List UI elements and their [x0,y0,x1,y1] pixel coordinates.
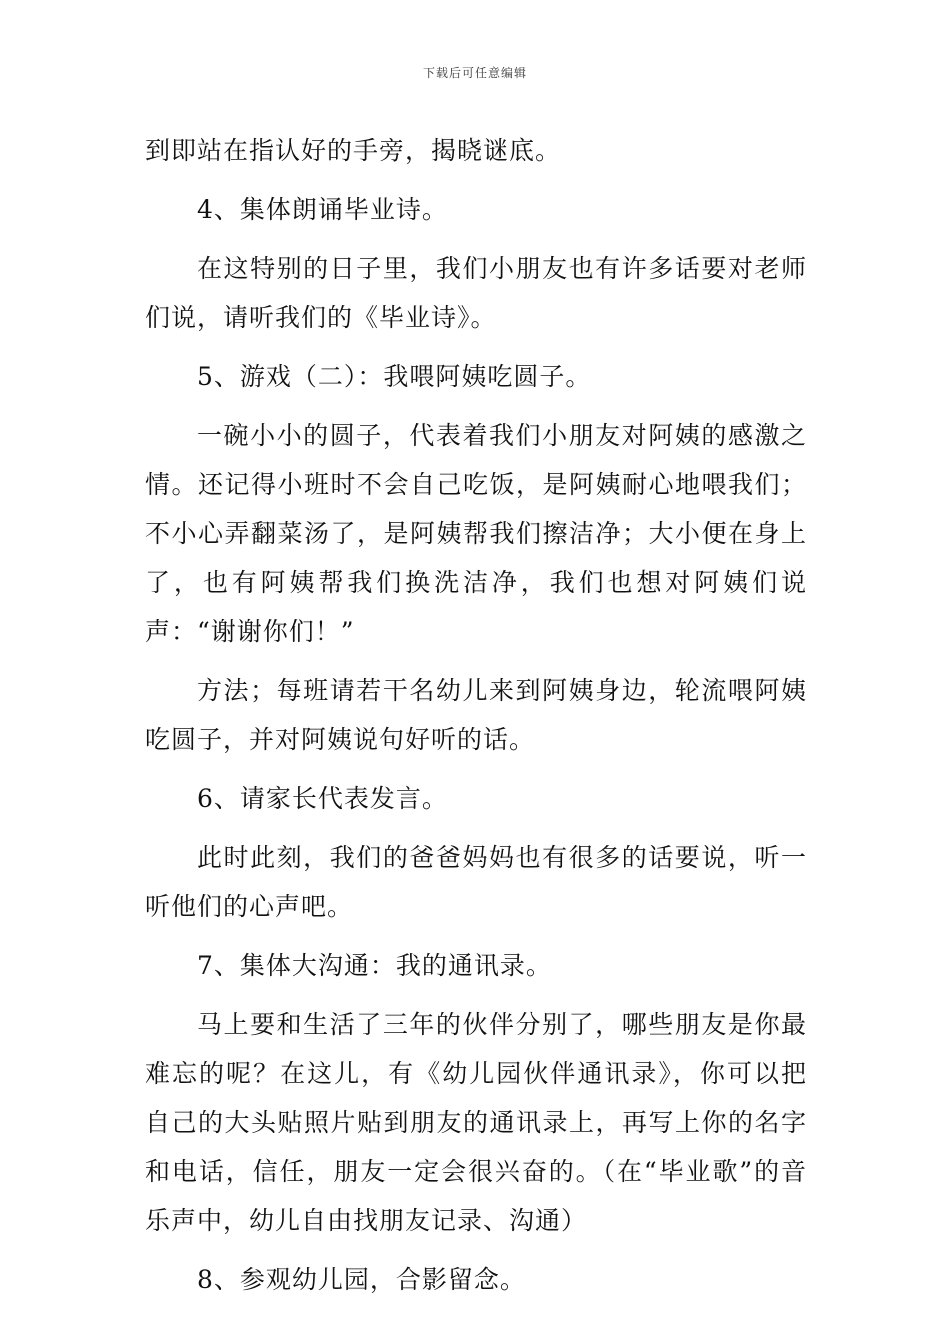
paragraph-item-4-body: 在这特别的日子里，我们小朋友也有许多话要对老师们说，请听我们的《毕业诗》。 [145,254,807,332]
paragraph-continuation: 到即站在指认好的手旁，揭晓谜底。 [145,136,562,165]
document-body [145,126,807,1314]
page-header: 下载后可任意编辑 [422,66,527,80]
heading-item-8: 8、参观幼儿园，合影留念。 [197,1265,526,1294]
heading-item-4: 4、集体朗诵毕业诗。 [197,195,448,224]
paragraph-item-5-method: 方法；每班请若干名幼儿来到阿姨身边，轮流喂阿姨吃圆子，并对阿姨说句好听的话。 [145,676,807,754]
paragraph-item-6-body: 此时此刻，我们的爸爸妈妈也有很多的话要说，听一听他们的心声吧。 [145,843,807,921]
paragraph-item-7-body: 马上要和生活了三年的伙伴分别了，哪些朋友是你最难忘的呢？在这儿，有《幼儿园伙伴通讯录》，你可以把自己的大头贴照片贴到朋友的通讯录上，再写上你的名字和电话，信任，朋友一定会很兴奋的。（在“毕业歌”的音乐声中，幼儿自由找朋友记录、沟通） [145,1010,807,1235]
paragraph-item-5-body: 一碗小小的圆子，代表着我们小朋友对阿姨的感激之情。还记得小班时不会自己吃饭，是阿姨耐心地喂我们；不小心弄翻菜汤了，是阿姨帮我们擦洁净；大小便在身上了，也有阿姨帮我们换洗洁净，我们也想对阿姨们说声：“谢谢你们！” [145,421,807,646]
heading-item-5: 5、游戏（二）：我喂阿姨吃圆子。 [197,362,592,391]
heading-item-7: 7、集体大沟通：我的通讯录。 [197,951,552,980]
heading-item-6: 6、请家长代表发言。 [197,784,448,813]
